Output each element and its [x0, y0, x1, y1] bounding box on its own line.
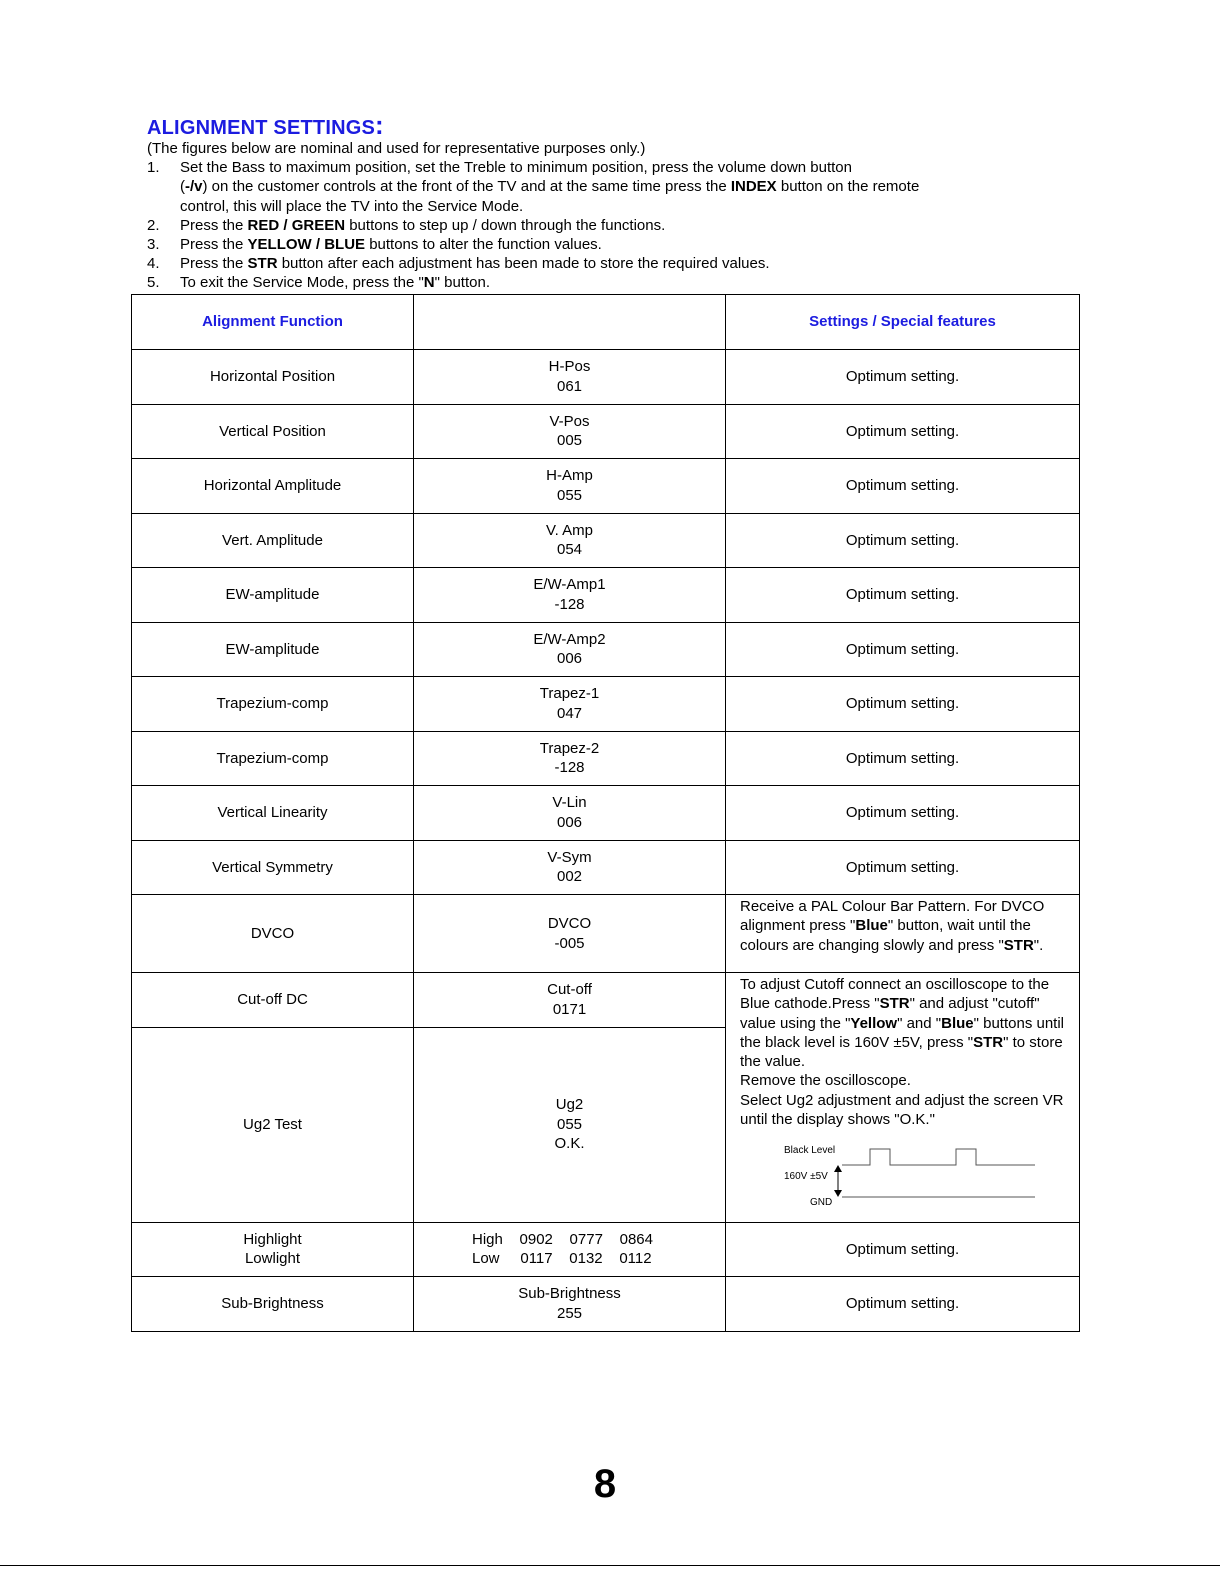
value-number: 054 — [556, 541, 583, 559]
function-cell: Vertical Symmetry — [132, 840, 414, 895]
page-number: 8 — [593, 1462, 617, 1506]
value-cell: High 0902 0777 0864 Low 0117 0132 0112 — [414, 1222, 726, 1277]
table-row — [132, 677, 1080, 732]
value-code: V. Amp — [546, 521, 593, 539]
function-cell: Horizontal Position — [132, 350, 414, 405]
table-row-dvco — [132, 895, 1080, 973]
table-row — [132, 568, 1080, 623]
value-cell — [414, 731, 726, 786]
arrow-down-icon — [834, 1190, 842, 1197]
value-cell — [414, 513, 726, 568]
instructions — [147, 139, 1107, 293]
function-cell: DVCO — [132, 895, 414, 973]
function-cell: Cut-off DC — [132, 973, 414, 1028]
setting-cell: Optimum setting. — [726, 1222, 1080, 1277]
function-cell: EW-amplitude — [132, 568, 414, 623]
header-settings: Settings / Special features — [726, 295, 1080, 350]
black-level-label: Black Level — [784, 1145, 836, 1157]
value-number: 002 — [556, 868, 583, 886]
value-cell: DVCO -005 — [414, 895, 726, 973]
arrow-up-icon — [834, 1165, 842, 1172]
bottom-divider — [0, 1565, 1220, 1566]
value-number: 047 — [556, 704, 583, 722]
value-code: H-Pos — [548, 358, 591, 376]
value-cell — [414, 840, 726, 895]
header-alignment-function: Alignment Function — [132, 295, 414, 350]
step-5: 5. To exit the Service Mode, press the "N" button. — [147, 274, 490, 292]
table-row-highlight — [132, 1222, 1080, 1277]
value-code: E/W-Amp2 — [533, 630, 606, 648]
function-cell: Horizontal Amplitude — [132, 459, 414, 514]
table-row — [132, 459, 1080, 514]
setting-cell: Optimum setting. — [726, 404, 1080, 459]
function-cell: Highlight Lowlight — [132, 1222, 414, 1277]
value-number: 006 — [556, 650, 583, 668]
alignment-table — [131, 294, 1080, 1332]
step-1: 1. Set the Bass to maximum position, set the Treble to minimum position, press the volume down button (-/v) on the customer controls at the front of the TV and at the same time press the INDEX button on the remote control, this will place the TV into the Service Mode. — [147, 159, 920, 215]
value-cell — [414, 786, 726, 841]
voltage-label: 160V ±5V — [784, 1171, 828, 1183]
table-row — [132, 350, 1080, 405]
table-row — [132, 840, 1080, 895]
value-code: Trapez-2 — [539, 739, 600, 757]
value-cell — [414, 622, 726, 677]
setting-cell: Optimum setting. — [726, 731, 1080, 786]
value-code: E/W-Amp1 — [533, 576, 606, 594]
setting-cell: Optimum setting. — [726, 622, 1080, 677]
value-number: 006 — [556, 813, 583, 831]
steps-list — [147, 158, 1107, 292]
setting-cell: Optimum setting. — [726, 786, 1080, 841]
value-cell — [414, 459, 726, 514]
value-code: V-Pos — [549, 412, 590, 430]
representative-note: (The figures below are nominal and used for representative purposes only.) — [147, 140, 646, 157]
function-cell: Vert. Amplitude — [132, 513, 414, 568]
table-row — [132, 404, 1080, 459]
value-number: -128 — [554, 759, 585, 777]
value-code: V-Lin — [552, 794, 587, 812]
table-row — [132, 786, 1080, 841]
table-body — [132, 350, 1080, 1332]
value-cell: Cut-off 0171 — [414, 973, 726, 1028]
page-title: ALIGNMENT SETTINGS: — [147, 110, 384, 140]
table-row — [132, 731, 1080, 786]
table-row — [132, 622, 1080, 677]
function-cell: Trapezium-comp — [132, 731, 414, 786]
value-code: Trapez-1 — [539, 685, 600, 703]
value-cell — [414, 568, 726, 623]
function-cell: Trapezium-comp — [132, 677, 414, 732]
step-3: 3. Press the YELLOW / BLUE buttons to alter the function values. — [147, 236, 602, 254]
value-cell: Sub-Brightness 255 — [414, 1277, 726, 1332]
value-number: 005 — [556, 432, 583, 450]
function-cell: Sub-Brightness — [132, 1277, 414, 1332]
table-row — [132, 513, 1080, 568]
setting-cell: Optimum setting. — [726, 840, 1080, 895]
gnd-label: GND — [810, 1197, 833, 1209]
function-cell: Vertical Position — [132, 404, 414, 459]
setting-cell: Optimum setting. — [726, 513, 1080, 568]
value-code: H-Amp — [546, 467, 593, 485]
step-2: 2. Press the RED / GREEN buttons to step up / down through the functions. — [147, 216, 666, 234]
value-cell — [414, 404, 726, 459]
setting-cell: Optimum setting. — [726, 350, 1080, 405]
dvco-note: Receive a PAL Colour Bar Pattern. For DVCO alignment press "Blue" button, wait until the colours are changing slowly and press "STR". — [726, 895, 1080, 973]
setting-cell: Optimum setting. — [726, 568, 1080, 623]
value-cell — [414, 677, 726, 732]
value-number: -128 — [554, 595, 585, 613]
step-4: 4. Press the STR button after each adjustment has been made to store the required values. — [147, 255, 770, 273]
cutoff-note: To adjust Cutoff connect an oscilloscope to the Blue cathode.Press "STR" and adjust "cutoff" value using the "Yellow" and "Blue" buttons until the black level is 160V ±5V, press "STR" to store the value. Remove the oscilloscope. Select Ug2 adjustment and adjust the screen VR until the display shows "O.K." Black Level 160V ±5V GND — [726, 973, 1080, 1223]
table-row-sub-brightness — [132, 1277, 1080, 1332]
value-number: 055 — [556, 486, 583, 504]
setting-cell: Optimum setting. — [726, 1277, 1080, 1332]
value-code: V-Sym — [547, 848, 592, 866]
value-cell — [414, 350, 726, 405]
setting-cell: Optimum setting. — [726, 677, 1080, 732]
function-cell: Ug2 Test — [132, 1027, 414, 1222]
oscilloscope-diagram — [780, 1141, 1040, 1211]
value-number: 061 — [556, 377, 583, 395]
table-row-cutoff — [132, 973, 1080, 1028]
table-header-row — [132, 295, 1080, 350]
function-cell: EW-amplitude — [132, 622, 414, 677]
value-cell: Ug2 055 O.K. — [414, 1027, 726, 1222]
black-level-waveform — [842, 1149, 1035, 1165]
header-value — [414, 295, 726, 350]
function-cell: Vertical Linearity — [132, 786, 414, 841]
setting-cell: Optimum setting. — [726, 459, 1080, 514]
